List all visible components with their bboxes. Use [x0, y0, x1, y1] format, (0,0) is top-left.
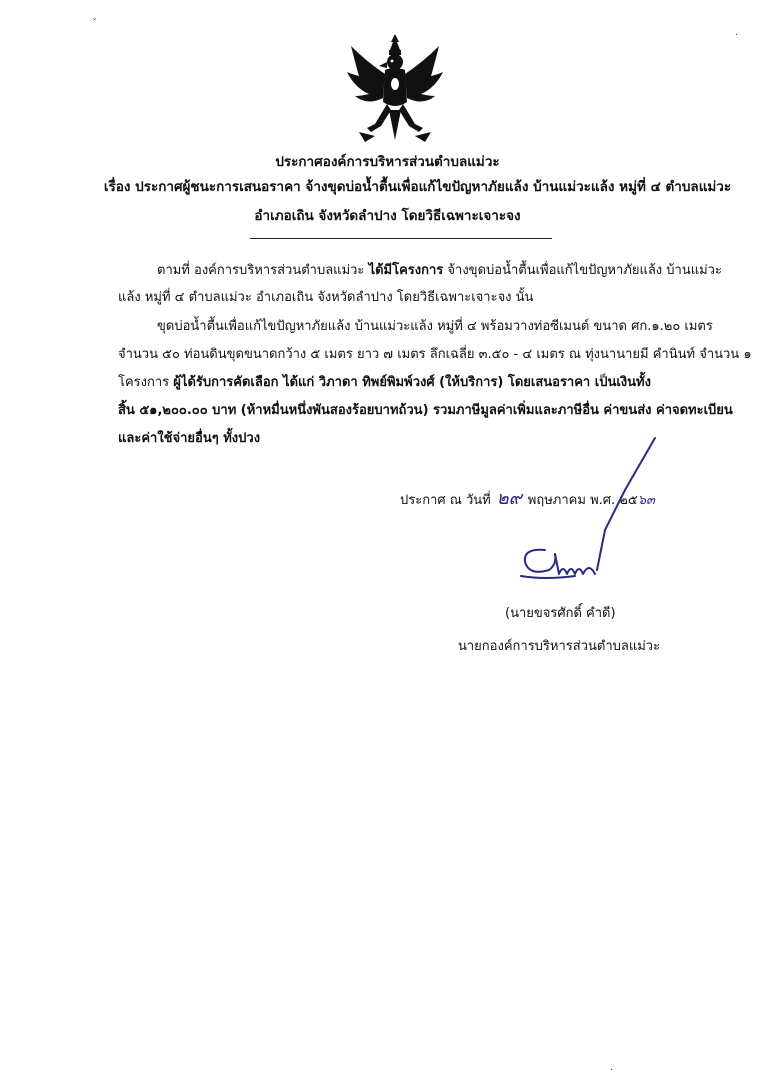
paragraph-2-line-5: และค่าใช้จ่ายอื่นๆ ทั้งปวง — [118, 431, 261, 446]
text-run: โครงการ — [118, 375, 174, 390]
paragraph-1-line-2: แล้ง หมู่ที่ ๔ ตำบลแม่วะ อำเภอเถิน จังหวัดลำปาง โดยวิธีเฉพาะเจาะจง นั้น — [118, 290, 534, 305]
garuda-emblem-icon — [345, 32, 445, 144]
document-title: ประกาศองค์การบริหารส่วนตำบลแม่วะ — [275, 154, 500, 170]
header-divider — [250, 238, 552, 239]
text-run-bold: ผู้ได้รับการคัดเลือก ได้แก่ วิภาดา ทิพย์พิมพ์วงศ์ (ให้บริการ) โดยเสนอราคา เป็นเงินทั้ง — [173, 375, 651, 390]
announce-month-year: พฤษภาคม พ.ศ. ๒๕ — [527, 493, 638, 508]
document-subject: เรื่อง ประกาศผู้ชนะการเสนอราคา จ้างขุดบ่อน้ำตื้นเพื่อแก้ไขปัญหาภัยแล้ง บ้านแม่วะแล้ง หมู่ที่ ๔ ตำบลแม่วะ — [103, 179, 732, 195]
scan-speck: · — [610, 1065, 614, 1076]
scan-speck: · — [735, 30, 739, 41]
paragraph-2-line-2: จำนวน ๕๐ ท่อนดินขุดขนาดกว้าง ๕ เมตร ยาว ๗ เมตร ลึกเฉลี่ย ๓.๕๐ - ๔ เมตร ณ ทุ่งนานายมี คำนินท์ จำนวน ๑ — [118, 347, 752, 362]
handwritten-day: ๒๙ — [496, 488, 522, 509]
text-run: จ้างขุดบ่อน้ำตื้นเพื่อแก้ไขปัญหาภัยแล้ง บ้านแม่วะ — [443, 263, 722, 278]
handwritten-signature-icon — [505, 430, 675, 600]
paragraph-1-line-1 — [157, 262, 722, 280]
text-run-bold: ได้มีโครงการ — [368, 263, 444, 278]
announce-prefix: ประกาศ ณ วันที่ — [400, 493, 491, 508]
signer-position: นายกองค์การบริหารส่วนตำบลแม่วะ — [458, 639, 661, 654]
paragraph-2-line-4: สิ้น ๕๑,๒๐๐.๐๐ บาท (ห้าหมื่นหนึ่งพันสองร้อยบาทถ้วน) รวมภาษีมูลค่าเพิ่มและภาษีอื่น ค่าขนส่ง ค่าจดทะเบียน — [118, 403, 733, 418]
text-run: ตามที่ องค์การบริหารส่วนตำบลแม่วะ — [157, 263, 369, 278]
document-subject-cont: อำเภอเถิน จังหวัดลำปาง โดยวิธีเฉพาะเจาะจง — [254, 208, 521, 224]
handwritten-year: ๖๓ — [637, 493, 655, 508]
scan-speck: ˇ — [92, 18, 97, 29]
paragraph-2-line-3 — [118, 374, 651, 392]
signer-name: (นายขจรศักดิ์ คำดี) — [505, 606, 616, 621]
paragraph-2-line-1: ขุดบ่อน้ำตื้นเพื่อแก้ไขปัญหาภัยแล้ง บ้านแม่วะแล้ง หมู่ที่ ๔ พร้อมวางท่อซีเมนต์ ขนาด ศก.๑.๒๐ เมตร — [157, 319, 713, 334]
